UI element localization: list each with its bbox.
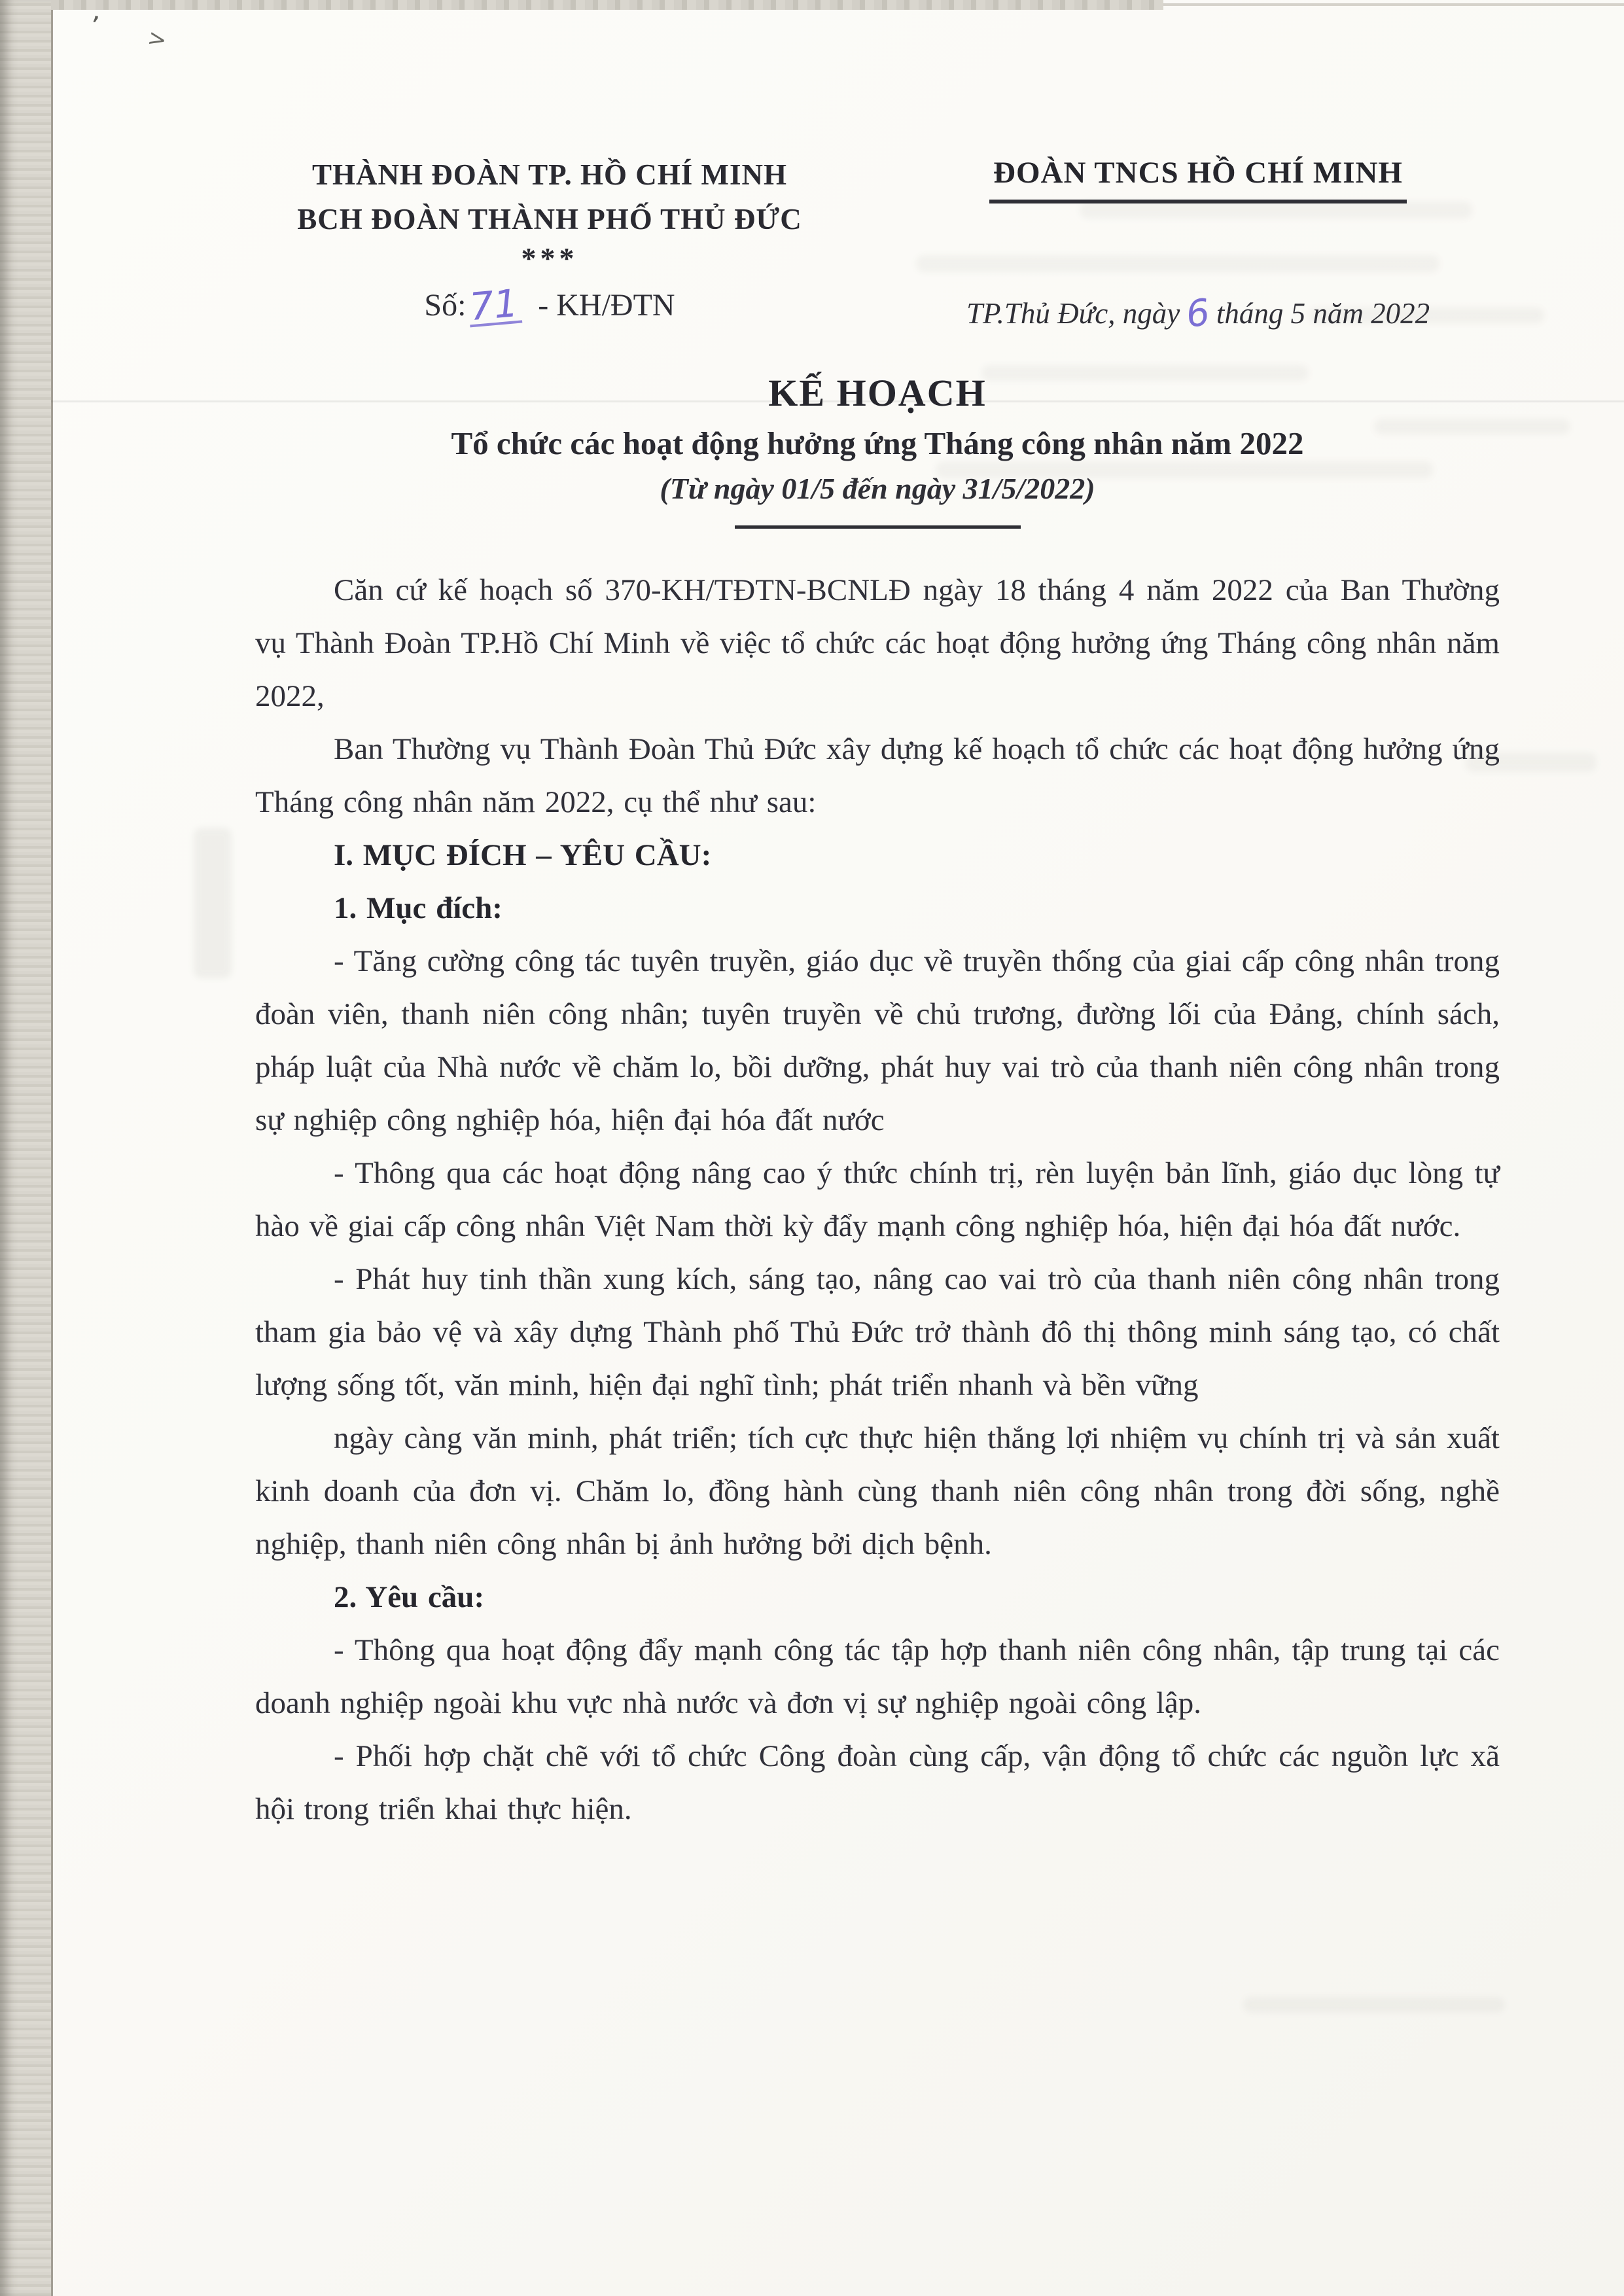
document-number-line [255, 281, 844, 330]
paragraph: - Thông qua hoạt động đẩy mạnh công tác tập hợp thanh niên công nhân, tập trung tại các doanh nghiệp ngoài khu vực nhà nước và đơn vị sự nghiệp ngoài công lập. [255, 1633, 1500, 1720]
paragraph: - Phát huy tinh thần xung kích, sáng tạo, nâng cao vai trò của thanh niên công nhân trong tham gia bảo vệ và xây dựng Thành phố Thủ Đức trở thành đô thị thông minh sáng tạo, có chất lượng sống tốt, văn minh, hiện đại nghĩ tình; phát triển nhanh và bền vững [255, 1262, 1500, 1402]
handwritten-document-number: 71 [467, 287, 522, 328]
document-number-label: Số: [424, 288, 467, 323]
document-body [255, 564, 1500, 1836]
section-heading: I. MỤC ĐÍCH – YÊU CẦU: [334, 838, 712, 872]
paragraph: Căn cứ kế hoạch số 370-KH/TĐTN-BCNLĐ ngày 18 tháng 4 năm 2022 của Ban Thường vụ Thành Đoàn TP.Hồ Chí Minh về việc tổ chức các hoạt động hưởng ứng Tháng công nhân năm 2022, [255, 573, 1500, 713]
title-divider [735, 525, 1021, 529]
youth-union-title: ĐOÀN TNCS HỒ CHÍ MINH [989, 152, 1407, 203]
document-number-suffix: - KH/ĐTN [538, 288, 675, 323]
document-header [255, 152, 1500, 334]
scan-edge-left [0, 0, 53, 2296]
scan-speck-mark: > [145, 24, 169, 54]
date-prefix: TP.Thủ Đức, ngày [966, 297, 1180, 330]
document-content [52, 0, 1624, 1836]
date-suffix: tháng 5 năm 2022 [1216, 297, 1430, 330]
org-underline-wrap [896, 152, 1500, 203]
bleedthrough-smudge [1243, 1997, 1505, 2013]
scan-speck-mark: ’ [88, 10, 101, 43]
org-name-line2: BCH ĐOÀN THÀNH PHỐ THỦ ĐỨC [297, 203, 802, 236]
place-date-line [896, 292, 1500, 334]
separator-stars: *** [521, 241, 578, 275]
paragraph: - Tăng cường công tác tuyên truyền, giáo dục về truyền thống của giai cấp công nhân trong đoàn viên, thanh niên công nhân; tuyên truyền về chủ trương, đường lối của Đảng, chính sách, pháp luật của Nhà nước về chăm lo, bồi dưỡng, phát huy vai trò của thanh niên công nhân trong sự nghiệp công nghiệp hóa, hiện đại hóa đất nước [255, 944, 1500, 1137]
paragraph: - Thông qua các hoạt động nâng cao ý thức chính trị, rèn luyện bản lĩnh, giáo dục lòng tự hào về giai cấp công nhân Việt Nam thời kỳ đẩy mạnh công nghiệp hóa, hiện đại hóa đất nước. [255, 1156, 1500, 1243]
issuing-org-block [255, 152, 844, 334]
document-title: KẾ HOẠCH [768, 372, 987, 414]
paragraph: - Phối hợp chặt chẽ với tổ chức Công đoàn cùng cấp, vận động tổ chức các nguồn lực xã hội trong triển khai thực hiện. [255, 1739, 1500, 1826]
org-name-line1: THÀNH ĐOÀN TP. HỒ CHÍ MINH [311, 158, 788, 191]
document-date-range: (Từ ngày 01/5 đến ngày 31/5/2022) [660, 472, 1095, 505]
paragraph: ngày càng văn minh, phát triển; tích cực thực hiện thắng lợi nhiệm vụ chính trị và sản xuất kinh doanh của đơn vị. Chăm lo, đồng hành cùng thanh niên công nhân trong đời sống, nghề nghiệp, thanh niên công nhân bị ảnh hưởng bởi dịch bệnh. [255, 1421, 1500, 1561]
document-subtitle: Tổ chức các hoạt động hưởng ứng Tháng công nhân năm 2022 [451, 425, 1304, 461]
national-org-block [844, 152, 1500, 334]
title-block [255, 370, 1500, 529]
handwritten-day: 6 [1184, 291, 1212, 336]
subsection-heading: 2. Yêu cầu: [334, 1580, 485, 1614]
paragraph: Ban Thường vụ Thành Đoàn Thủ Đức xây dựng kế hoạch tổ chức các hoạt động hưởng ứng Tháng công nhân năm 2022, cụ thể như sau: [255, 732, 1500, 819]
subsection-heading: 1. Mục đích: [334, 891, 503, 925]
